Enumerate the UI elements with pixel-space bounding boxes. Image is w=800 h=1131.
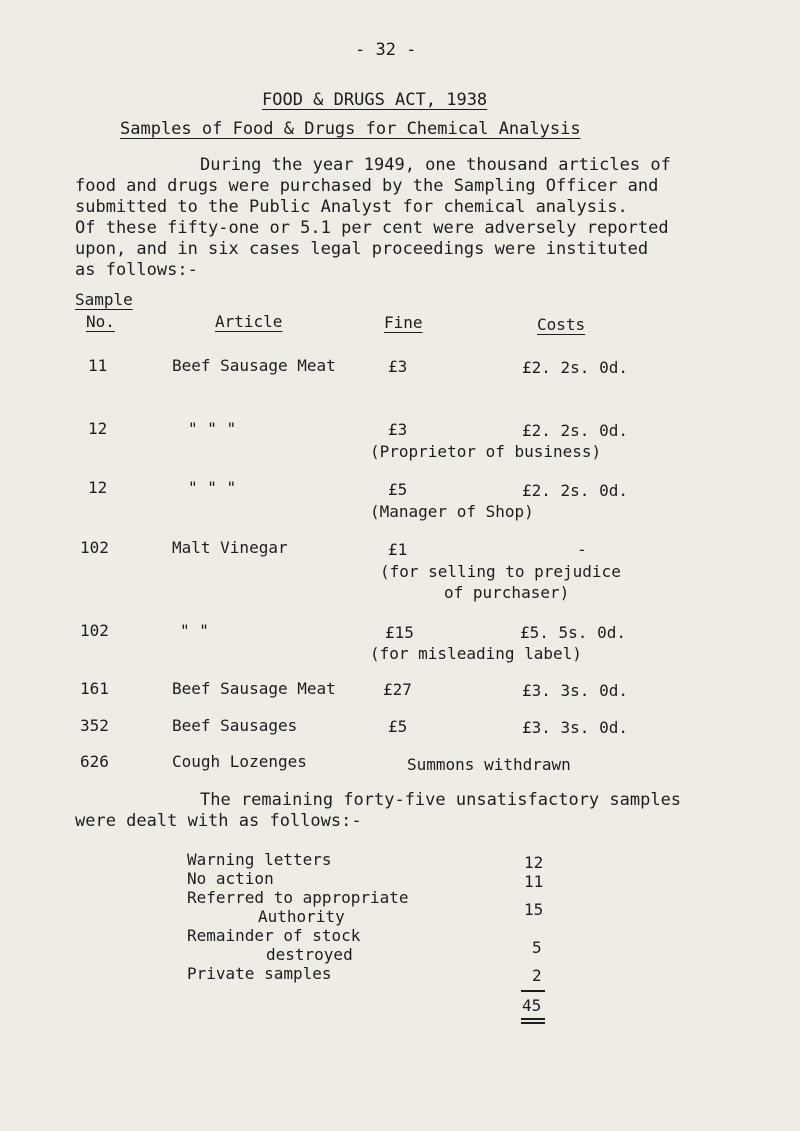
summary-total: 45 bbox=[522, 996, 542, 1015]
row-article: " " " bbox=[188, 478, 237, 497]
header-costs: Costs bbox=[537, 315, 586, 334]
row-fine: Summons withdrawn bbox=[407, 755, 571, 774]
row-note: (for selling to prejudice bbox=[380, 562, 621, 581]
row-fine: £3 bbox=[388, 420, 408, 439]
summary-value: 5 bbox=[532, 938, 542, 957]
row-fine: £3 bbox=[388, 357, 408, 376]
summary-value: 15 bbox=[524, 900, 544, 919]
page-title: FOOD & DRUGS ACT, 1938 bbox=[262, 90, 488, 110]
row-fine: £5 bbox=[388, 480, 408, 499]
page-number: - 32 - bbox=[355, 40, 417, 60]
row-no: 102 bbox=[80, 538, 109, 557]
row-article: Beef Sausages bbox=[172, 716, 298, 735]
summary-value: 11 bbox=[524, 872, 544, 891]
row-fine: £27 bbox=[383, 680, 412, 699]
remaining-line: The remaining forty-five unsatisfactory samples bbox=[200, 790, 682, 810]
summary-label: Remainder of stock bbox=[187, 926, 361, 945]
summary-label: Referred to appropriate bbox=[187, 888, 409, 907]
summary-value: 12 bbox=[524, 853, 544, 872]
summary-label: No action bbox=[187, 869, 274, 888]
header-no: No. bbox=[86, 312, 115, 331]
row-costs: £2. 2s. 0d. bbox=[522, 358, 628, 377]
intro-line: upon, and in six cases legal proceedings were instituted bbox=[75, 239, 649, 259]
summary-label-cont: destroyed bbox=[266, 945, 353, 964]
header-fine: Fine bbox=[384, 313, 423, 332]
total-double-rule bbox=[521, 1018, 545, 1020]
intro-line: Of these fifty-one or 5.1 per cent were adversely reported bbox=[75, 218, 669, 238]
row-costs: £2. 2s. 0d. bbox=[522, 421, 628, 440]
total-rule bbox=[521, 990, 545, 992]
row-note: (Manager of Shop) bbox=[370, 502, 534, 521]
header-article: Article bbox=[215, 312, 283, 331]
summary-value: 2 bbox=[532, 966, 542, 985]
row-costs: £3. 3s. 0d. bbox=[522, 681, 628, 700]
row-costs: £2. 2s. 0d. bbox=[522, 481, 628, 500]
summary-label-cont: Authority bbox=[258, 907, 345, 926]
row-costs: - bbox=[577, 540, 587, 559]
row-no: 12 bbox=[88, 419, 108, 438]
row-article: " " " bbox=[188, 419, 237, 438]
header-sample: Sample bbox=[75, 290, 133, 309]
row-fine: £5 bbox=[388, 717, 408, 736]
row-costs: £3. 3s. 0d. bbox=[522, 718, 628, 737]
row-no: 12 bbox=[88, 478, 108, 497]
row-no: 161 bbox=[80, 679, 109, 698]
row-article: Beef Sausage Meat bbox=[172, 356, 336, 375]
row-article: Cough Lozenges bbox=[172, 752, 307, 771]
row-note: of purchaser) bbox=[444, 583, 570, 602]
row-no: 11 bbox=[88, 356, 108, 375]
intro-line: as follows:- bbox=[75, 260, 198, 280]
summary-label: Private samples bbox=[187, 964, 332, 983]
row-note: (for misleading label) bbox=[370, 644, 582, 663]
row-article: Beef Sausage Meat bbox=[172, 679, 336, 698]
summary-label: Warning letters bbox=[187, 850, 332, 869]
row-fine: £15 bbox=[385, 623, 414, 642]
row-no: 102 bbox=[80, 621, 109, 640]
intro-line: food and drugs were purchased by the Sampling Officer and bbox=[75, 176, 659, 196]
intro-line: submitted to the Public Analyst for chemical analysis. bbox=[75, 197, 628, 217]
row-no: 352 bbox=[80, 716, 109, 735]
row-note: (Proprietor of business) bbox=[370, 442, 602, 461]
total-double-rule bbox=[521, 1022, 545, 1024]
row-fine: £1 bbox=[388, 540, 408, 559]
row-article: " " bbox=[180, 621, 209, 640]
page-subtitle: Samples of Food & Drugs for Chemical Analysis bbox=[120, 119, 581, 139]
intro-line: During the year 1949, one thousand articles of bbox=[200, 155, 671, 175]
row-costs: £5. 5s. 0d. bbox=[520, 623, 626, 642]
row-no: 626 bbox=[80, 752, 109, 771]
remaining-line: were dealt with as follows:- bbox=[75, 811, 362, 831]
row-article: Malt Vinegar bbox=[172, 538, 288, 557]
